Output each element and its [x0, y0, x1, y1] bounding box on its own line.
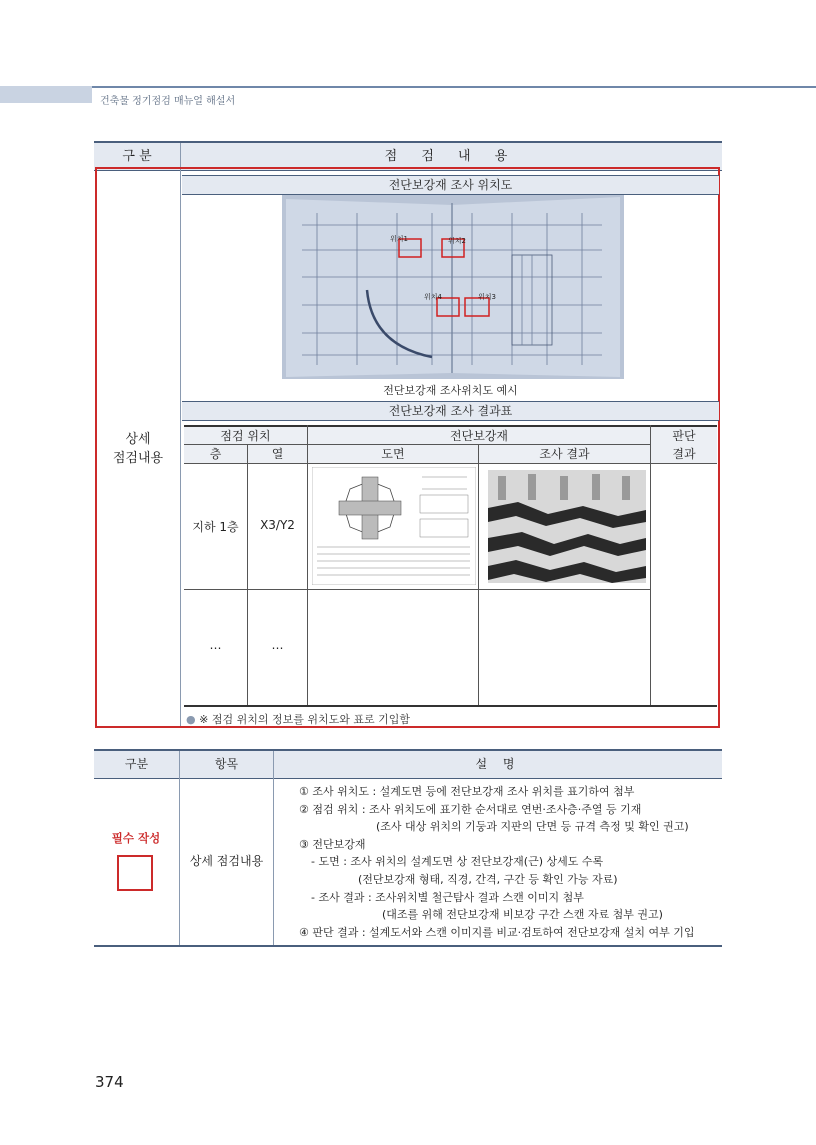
- page-number: 374: [95, 1073, 124, 1091]
- item-label: 상세 점검내용: [189, 854, 264, 868]
- table2-header: [94, 749, 722, 779]
- desc-line-7: - 조사 결과 : 조사위치별 철근탐사 결과 스캔 이미지 첨부: [311, 890, 584, 904]
- floor-plan-image: [282, 195, 624, 379]
- section-title-results-table: 전단보강재 조사 결과표: [182, 401, 719, 421]
- section-title-location-map: 전단보강재 조사 위치도: [182, 175, 719, 195]
- plan-marker-4: 위치4: [424, 293, 442, 301]
- required-label: 필수 작성: [111, 831, 161, 845]
- table-note: ● ※ 점검 위치의 정보를 위치도와 표로 기입함: [186, 713, 410, 726]
- desc-line-8: (대조를 위해 전단보강재 비보강 구간 스캔 자료 첨부 권고): [382, 908, 663, 922]
- table2-body: [94, 777, 722, 947]
- header-rule: [92, 86, 816, 88]
- results-table: [184, 425, 717, 707]
- rebar-detail-drawing: [312, 467, 476, 585]
- header-drawing: 도면: [381, 447, 405, 461]
- rebar-scan-image: [488, 470, 646, 583]
- row2-column: …: [271, 638, 284, 652]
- table1-col-category: 구 분: [94, 143, 181, 170]
- table2-col-category: 구분: [94, 751, 180, 778]
- row1-column: X3/Y2: [260, 518, 295, 532]
- required-checkbox: [117, 855, 153, 891]
- desc-line-9: ④ 판단 결과 : 설계도서와 스캔 이미지를 비교·검토하여 전단보강재 설치 여부 기입: [299, 925, 695, 939]
- desc-line-5: - 도면 : 조사 위치의 설계도면 상 전단보강재(근) 상세도 수록: [311, 855, 604, 869]
- header-floor: 층: [209, 447, 222, 461]
- description-list: [274, 783, 722, 941]
- plan-marker-3: 위치3: [478, 293, 496, 301]
- desc-line-4: ③ 전단보강재: [299, 837, 366, 851]
- desc-line-2: ② 점검 위치 : 조사 위치도에 표기한 순서대로 연번·조사층·주열 등 기재: [299, 802, 642, 816]
- figure-caption: 전단보강재 조사위치도 예시: [383, 384, 518, 397]
- header-judgement-2: 결과: [672, 447, 696, 461]
- header-scan-result: 조사 결과: [539, 447, 590, 461]
- header-location: 점검 위치: [220, 429, 271, 443]
- desc-line-6: (전단보강재 형태, 직경, 간격, 구간 등 확인 가능 자료): [358, 872, 618, 886]
- plan-marker-2: 위치1: [390, 235, 408, 243]
- running-title: 건축물 정기점검 매뉴얼 해설서: [100, 96, 236, 107]
- row-label: 상세 점검내용: [112, 432, 164, 466]
- desc-line-3: (조사 대상 위치의 기둥과 지판의 단면 등 규격 측정 및 확인 권고): [376, 820, 689, 834]
- header-accent-bar: [0, 86, 92, 103]
- header-column: 열: [271, 447, 284, 461]
- table1-col-content: 점 검 내 용: [384, 149, 518, 164]
- header-shear-reinforcement: 전단보강재: [450, 429, 508, 443]
- header-judgement-1: 판단: [672, 429, 696, 443]
- table2-col-description: 설 명: [475, 757, 521, 771]
- row2-floor: …: [209, 638, 222, 652]
- desc-line-1: ① 조사 위치도 : 설계도면 등에 전단보강재 조사 위치를 표기하여 첨부: [299, 785, 635, 798]
- row1-floor: 지하 1층: [192, 520, 239, 534]
- plan-marker-1: 위치2: [448, 237, 466, 245]
- table2-col-item: 항목: [180, 751, 274, 778]
